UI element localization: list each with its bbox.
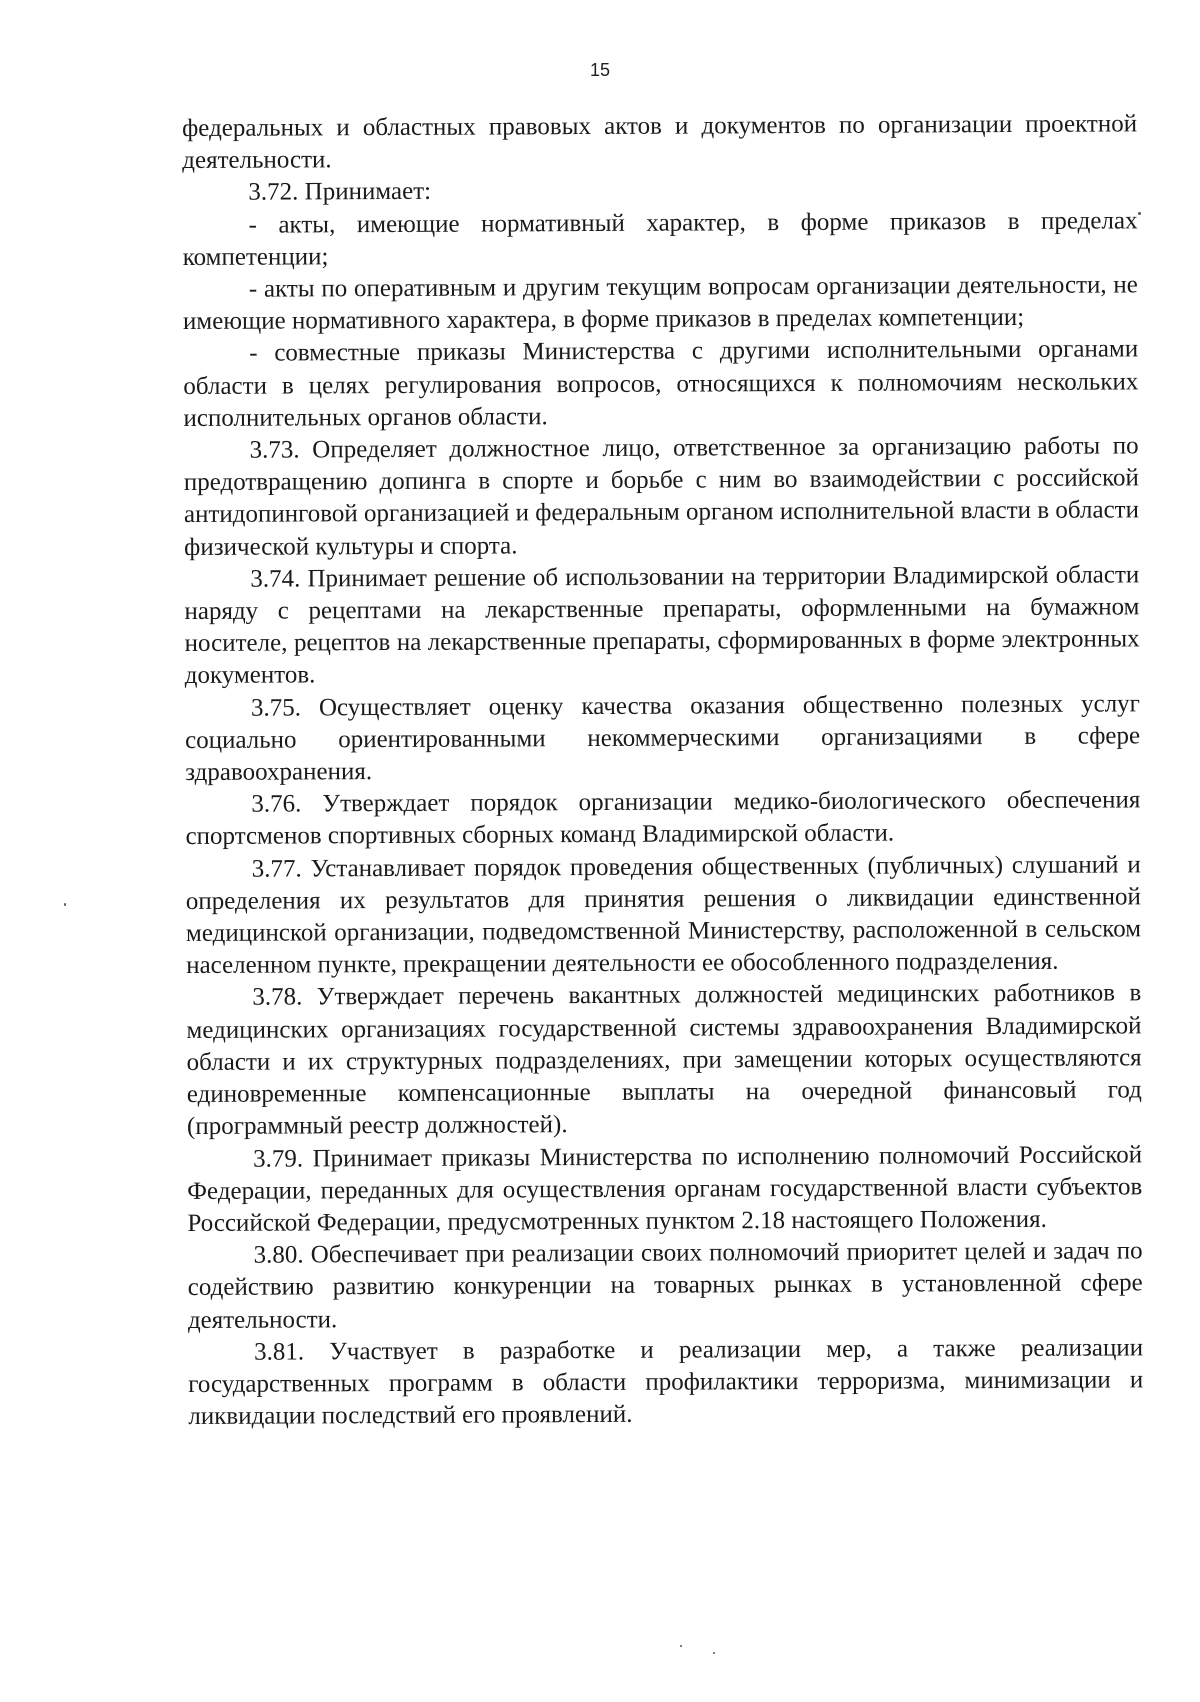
scan-speck: [680, 1645, 682, 1647]
paragraph-3-78: 3.78. Утверждает перечень вакантных должностей медицинских работников в медицинских организациях государственной системы здравоохранения Владимирской области и их структурных подразделениях, при замещении которых осуществляются единовременные компенсационные выплаты на очередной финансовый год (программный реестр должностей).: [186, 979, 1142, 1141]
paragraph-3-80: 3.80. Обеспечивает при реализации своих полномочий приоритет целей и задач по содействию развитию конкуренции на товарных рынках в установленной сфере деятельности.: [187, 1237, 1143, 1334]
list-item-operational-acts: - акты по оперативным и другим текущим вопросам организации деятельности, не имеющие нормативного характера, в форме приказов в пределах компетенции;: [182, 271, 1138, 336]
paragraph-3-79: 3.79. Принимает приказы Министерства по исполнению полномочий Российской Федерации, переданных для осуществления органам государственной власти субъектов Российской Федерации, предусмотренных пунктом 2.18 настоящего Положения.: [187, 1140, 1143, 1237]
paragraph-3-77: 3.77. Устанавливает порядок проведения общественных (публичных) слушаний и определения их результатов для принятия решения о ликвидации единственной медицинской организации, подведомственной Министерству, расположенной в сельском населенном пункте, прекращении деятельности ее обособленного подразделения.: [185, 850, 1142, 980]
document-body: [182, 108, 1143, 1433]
paragraph-3-73: 3.73. Определяет должностное лицо, ответственное за организацию работы по предотвращению допинга в спорте и борьбе с ним во взаимодействии с российской антидопинговой организацией и федеральным органом исполнительной власти в области физической культуры и спорта.: [183, 432, 1140, 561]
scan-speck: [713, 1652, 715, 1654]
paragraph-3-74: 3.74. Принимает решение об использовании на территории Владимирской области наряду с рецептами на лекарственные препараты, оформленными на бумажном носителе, рецептов на лекарственные препараты, сформированных в форме электронных документов.: [184, 561, 1140, 690]
paragraph-3-76: 3.76. Утверждает порядок организации медико-биологического обеспечения спортсменов спортивных сборных команд Владимирской области.: [185, 786, 1141, 851]
list-item-normative-acts: - акты, имеющие нормативный характер, в форме приказов в пределах компетенции;: [182, 206, 1138, 271]
paragraph-3-72: 3.72. Принимает:: [248, 178, 432, 207]
page-number: 15: [589, 60, 611, 80]
paragraph-3-81: 3.81. Участвует в разработке и реализации мер, а также реализации государственных программ в области профилактики терроризма, минимизации и ликвидации последствий его проявлений.: [188, 1334, 1144, 1431]
paragraph-continuation: федеральных и областных правовых актов и документов по организации проектной деятельности.: [182, 110, 1138, 175]
paragraph-3-75: 3.75. Осуществляет оценку качества оказания общественно полезных услуг социально ориентированными некоммерческими организациями в сфере здравоохранения.: [184, 689, 1141, 787]
scan-speck: [1138, 212, 1141, 215]
scan-speck: [64, 903, 66, 906]
list-item-joint-orders: - совместные приказы Министерства с другими исполнительными органами области в целях регулирования вопросов, относящихся к полномочиям нескольких исполнительных органов области.: [183, 335, 1139, 432]
